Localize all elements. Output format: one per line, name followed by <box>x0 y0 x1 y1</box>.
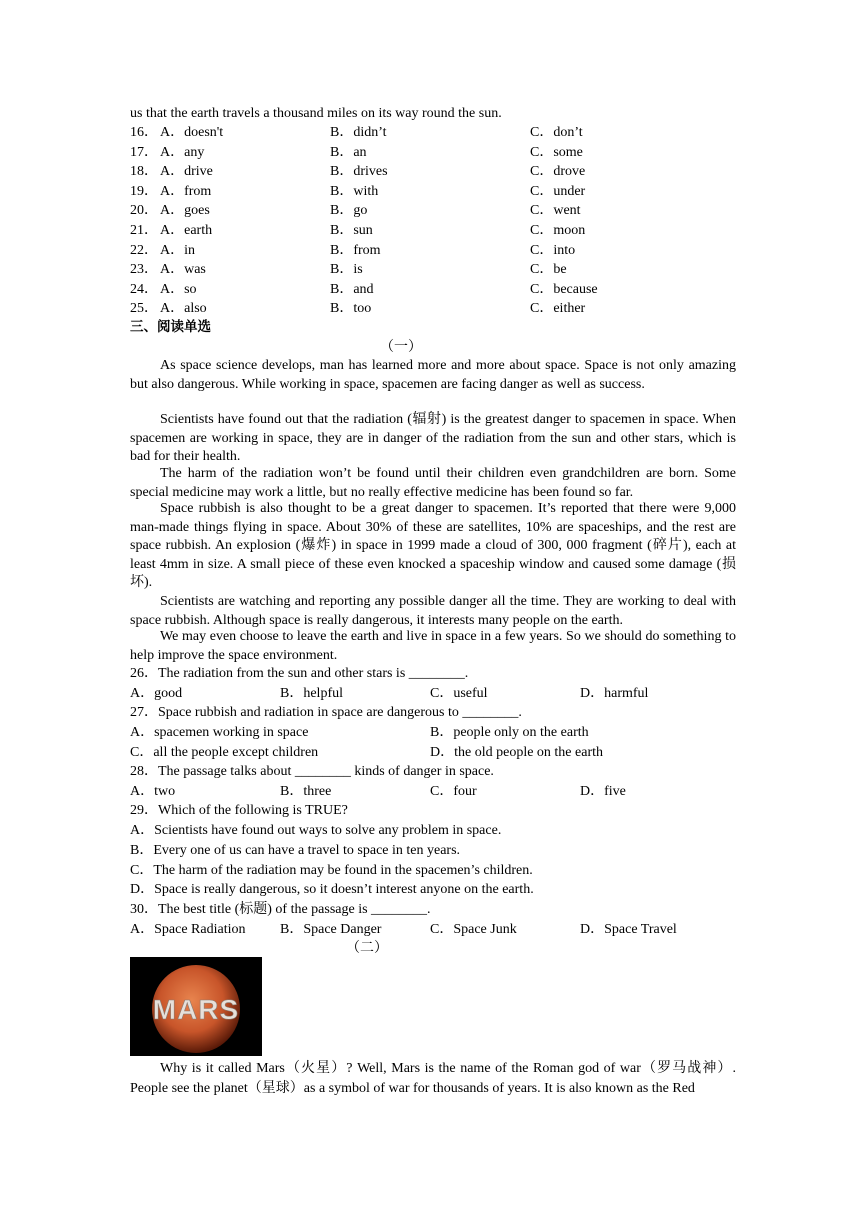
passage-1-label: （一） <box>380 340 422 355</box>
option-c: C．four <box>430 784 477 799</box>
option-c: C．some <box>530 144 583 160</box>
cloze-option-row <box>130 221 750 240</box>
option-a: A．also <box>160 301 207 317</box>
option-a: A．in <box>160 242 195 258</box>
question-27-stem: 27．Space rubbish and radiation in space are dangerous to ________. <box>130 705 522 720</box>
option-a: A．doesn't <box>160 125 224 140</box>
question-number: 22． <box>130 242 158 258</box>
question-number: 17． <box>130 144 158 160</box>
passage-continuation-line: us that the earth travels a thousand miles on its way round the sun. <box>130 106 502 121</box>
question-28-stem: 28．The passage talks about ________ kinds of danger in space. <box>130 764 494 779</box>
option-d: D．harmful <box>580 686 649 701</box>
question-number: 20． <box>130 203 158 219</box>
option-d: D．the old people on the earth <box>430 745 604 760</box>
cloze-option-row <box>130 241 750 260</box>
option-b: B．Space Danger <box>280 922 382 937</box>
option-b: B．and <box>330 281 374 297</box>
passage-1-paragraph: Space rubbish is also thought to be a great danger to spacemen. It’s reported that there were 9,000 man-made things flying in space. About 30% of these are satellites, 10% are spaceships, and the rest are space rubbish. An explosion (爆炸) in space in 1999 made a cloud of 300, 000 fragment (碎片), each at least 4mm in size. A small piece of these even knocked a spaceship window and caused some damage (损坏). <box>130 501 736 590</box>
option-a: A．from <box>160 183 212 199</box>
question-number: 24． <box>130 281 158 297</box>
mars-image <box>130 957 262 1056</box>
mars-logo-text: MARS <box>152 994 240 1025</box>
option-c: C．useful <box>430 686 488 701</box>
option-c: C．went <box>530 203 581 219</box>
option-d: D．five <box>580 784 626 799</box>
cloze-option-row <box>130 260 750 279</box>
question-number: 18． <box>130 164 158 180</box>
cloze-option-row <box>130 182 750 201</box>
option-a: A．Space Radiation <box>130 922 246 937</box>
option-a: A．was <box>160 262 206 278</box>
option-a: A．any <box>160 144 205 160</box>
passage-2-label: （二） <box>346 941 388 956</box>
question-30-options <box>130 920 750 939</box>
question-30-stem: 30．The best title (标题) of the passage is ________. <box>130 902 431 917</box>
cloze-option-row <box>130 201 750 220</box>
cloze-option-row <box>130 123 750 142</box>
option-a: A．goes <box>160 203 210 219</box>
cloze-option-row <box>130 299 750 318</box>
question-26-options <box>130 684 750 703</box>
passage-1-paragraph: We may even choose to leave the earth and live in space in a few years. So we should do something to help improve the space environment. <box>130 629 736 663</box>
option-c: C．into <box>530 242 576 258</box>
section-title: 三、阅读单选 <box>130 319 211 335</box>
option-d: D．Space is really dangerous, so it doesn’t interest anyone on the earth. <box>130 882 534 897</box>
option-c: C．all the people except children <box>130 745 319 760</box>
cloze-option-row <box>130 162 750 181</box>
question-28-options <box>130 782 750 801</box>
option-b: B．is <box>330 262 363 278</box>
cloze-option-row <box>130 280 750 299</box>
option-b: B．from <box>330 242 381 258</box>
option-c: C．moon <box>530 223 586 238</box>
option-a: A．so <box>160 281 197 297</box>
option-c: C．under <box>530 183 586 199</box>
passage-1-paragraph: Scientists have found out that the radiation (辐射) is the greatest danger to spacemen in space. When spacemen are working in space, they are in danger of the radiation from the sun and other stars, which is bad for their health. <box>130 412 736 464</box>
option-b: B．with <box>330 183 379 199</box>
passage-1-paragraph: As space science develops, man has learned more and more about space. Space is not only amazing but also dangerous. While working in space, spacemen are facing danger as well as success. <box>130 358 736 392</box>
option-b: B．three <box>280 784 332 799</box>
option-b: B．Every one of us can have a travel to space in ten years. <box>130 843 461 858</box>
option-c: C．drove <box>530 164 586 180</box>
option-a: A．spacemen working in space <box>130 725 309 740</box>
option-b: B．helpful <box>280 686 343 701</box>
option-a: A．drive <box>160 164 213 180</box>
option-b: B．people only on the earth <box>430 725 589 740</box>
option-c: C．don’t <box>530 125 583 140</box>
option-c: C．Space Junk <box>430 922 517 937</box>
option-c: C．be <box>530 262 567 278</box>
question-29-stem: 29．Which of the following is TRUE? <box>130 803 348 818</box>
option-b: B．drives <box>330 164 388 180</box>
option-b: B．too <box>330 301 372 317</box>
option-c: C．The harm of the radiation may be found in the spacemen’s children. <box>130 863 533 878</box>
option-b: B．an <box>330 144 367 160</box>
option-a: A．earth <box>160 223 213 238</box>
question-number: 21． <box>130 223 158 238</box>
question-number: 19． <box>130 183 158 199</box>
mars-planet-icon <box>130 957 262 1056</box>
passage-1-paragraph: Scientists are watching and reporting any possible danger all the time. They are working to deal with space rubbish. Although space is really dangerous, it interests many people on the earth. <box>130 594 736 628</box>
question-number: 25． <box>130 301 158 317</box>
option-a: A．good <box>130 686 183 701</box>
passage-1-paragraph: The harm of the radiation won’t be found until their children even grandchildren are born. Some special medicine may work a little, but no really effective medicine has been found so far. <box>130 466 736 500</box>
option-a: A．two <box>130 784 176 799</box>
question-26-stem: 26．The radiation from the sun and other stars is ________. <box>130 666 469 681</box>
passage-2-intro: Why is it called Mars（火星）? Well, Mars is the name of the Roman god of war（罗马战神）. People see the planet（星球）as a symbol of war for thousands of years. It is also known as the Red <box>130 1061 736 1096</box>
option-d: D．Space Travel <box>580 922 677 937</box>
question-number: 23． <box>130 262 158 278</box>
option-c: C．because <box>530 281 598 297</box>
cloze-option-row <box>130 143 750 162</box>
question-27-options-row2 <box>130 743 750 762</box>
option-b: B．go <box>330 203 368 219</box>
option-c: C．either <box>530 301 586 317</box>
option-b: B．sun <box>330 223 373 238</box>
option-a: A．Scientists have found out ways to solve any problem in space. <box>130 823 502 838</box>
question-27-options-row1 <box>130 723 750 742</box>
question-number: 16． <box>130 125 158 140</box>
option-b: B．didn’t <box>330 125 387 140</box>
